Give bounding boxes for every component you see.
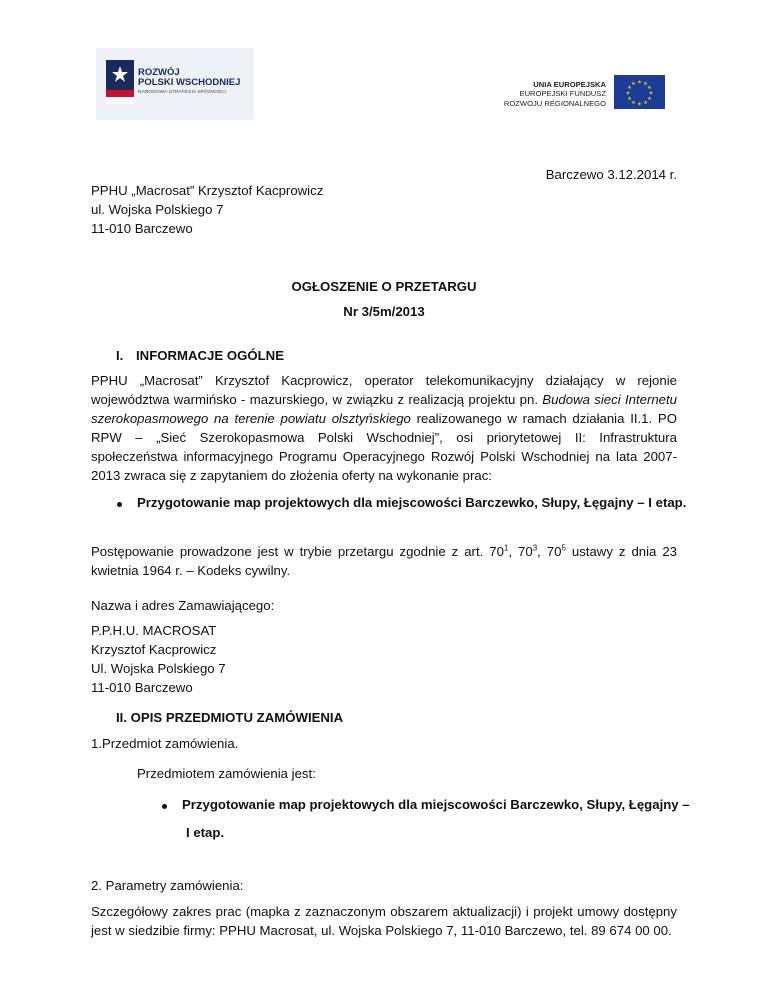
star-flag-icon	[106, 60, 134, 104]
svg-text:★: ★	[648, 90, 654, 97]
svg-text:★: ★	[631, 81, 636, 87]
subject-bullet-line1: Przygotowanie map projektowych dla miejscowości Barczewko, Słupy, Łęgajny –	[182, 797, 690, 812]
bullet-dot	[162, 804, 167, 809]
svg-text:★: ★	[625, 90, 631, 97]
svg-text:★: ★	[643, 100, 648, 106]
logo-tagline: NARODOWA STRATEGIA SPÓJNOŚCI	[138, 90, 227, 95]
section-1-heading: INFORMACJE OGÓLNE	[136, 348, 284, 363]
parameters-label: 2. Parametry zamówienia:	[91, 878, 244, 893]
svg-text:★: ★	[637, 101, 642, 108]
sender-address: PPHU „Macrosat” Krzysztof Kacprowicz ul. Wojska Polskiego 7 11-010 Barczewo	[91, 183, 324, 236]
scope-bullet: Przygotowanie map projektowych dla miejscowości Barczewko, Słupy, Łęgajny – I etap.	[137, 495, 687, 510]
logo-text-main: ROZWÓJ POLSKI WSCHODNIEJ	[138, 67, 241, 88]
document-date: Barczewo 3.12.2014 r.	[545, 167, 677, 182]
document-title: OGŁOSZENIE O PRZETARGU	[291, 279, 477, 294]
subject-label: 1.Przedmiot zamówienia.	[91, 736, 239, 751]
section-1-numeral: I.	[116, 348, 124, 363]
details-paragraph: Szczegółowy zakres prac (mapka z zaznaczonym obszarem aktualizacji) i projekt umowy dostępny jest w siedzibie firmy: PPHU Macrosat, ul. Wojska Polskiego 7, 11-010 Barczewo, tel. 89 674 00 00.	[91, 904, 677, 938]
subject-intro: Przedmiotem zamówienia jest:	[137, 766, 316, 781]
svg-text:★: ★	[627, 96, 632, 102]
document-number: Nr 3/5m/2013	[343, 304, 425, 319]
general-info-paragraph: PPHU „Macrosat” Krzysztof Kacprowicz, operator telekomunikacyjny działający w rejonie województwa warmińsko - mazurskiego, w związku z realizacją projektu pn. Budowa sieci Internetu szerokopasmowego na terenie powiatu olsztyńskiego realizowanego w ramach działania II.1. PO RPW – „Sieć Szerokopasmowa Polski Wschodniej”, osi priorytetowej II: Infrastruktura społeczeństwa informacyjnego Programu Operacyjnego Rozwój Polski Wschodniej na lata 2007-2013 zwraca się z zapytaniem do złożenia oferty na wykonanie prac:	[91, 373, 677, 483]
buyer-address: P.P.H.U. MACROSAT Krzysztof Kacprowicz Ul. Wojska Polskiego 7 11-010 Barczewo	[91, 623, 226, 695]
eu-fund-text: UNIA EUROPEJSKA EUROPEJSKI FUNDUSZ ROZWOJU REGIONALNEGO	[503, 80, 606, 108]
bullet-dot	[117, 502, 122, 507]
svg-text:★: ★	[647, 85, 652, 91]
svg-text:★: ★	[637, 79, 642, 86]
svg-text:★: ★	[627, 85, 632, 91]
rozwoj-polski-wschodniej-logo	[96, 48, 254, 120]
subject-bullet-line2: I etap.	[186, 825, 225, 840]
svg-text:★: ★	[647, 96, 652, 102]
eu-flag-icon	[614, 75, 665, 109]
buyer-label: Nazwa i adres Zamawiającego:	[91, 598, 275, 613]
procedure-paragraph: Postępowanie prowadzone jest w trybie przetargu zgodnie z art. $70^1$, $70^3$, $70^5$ ustawy z dnia 23 kwietnia 1964 r. – Kodeks cywilny.	[91, 543, 678, 578]
svg-text:★: ★	[631, 100, 636, 106]
svg-text:★: ★	[643, 81, 648, 87]
section-2-heading: II. OPIS PRZEDMIOTU ZAMÓWIENIA	[116, 710, 344, 725]
